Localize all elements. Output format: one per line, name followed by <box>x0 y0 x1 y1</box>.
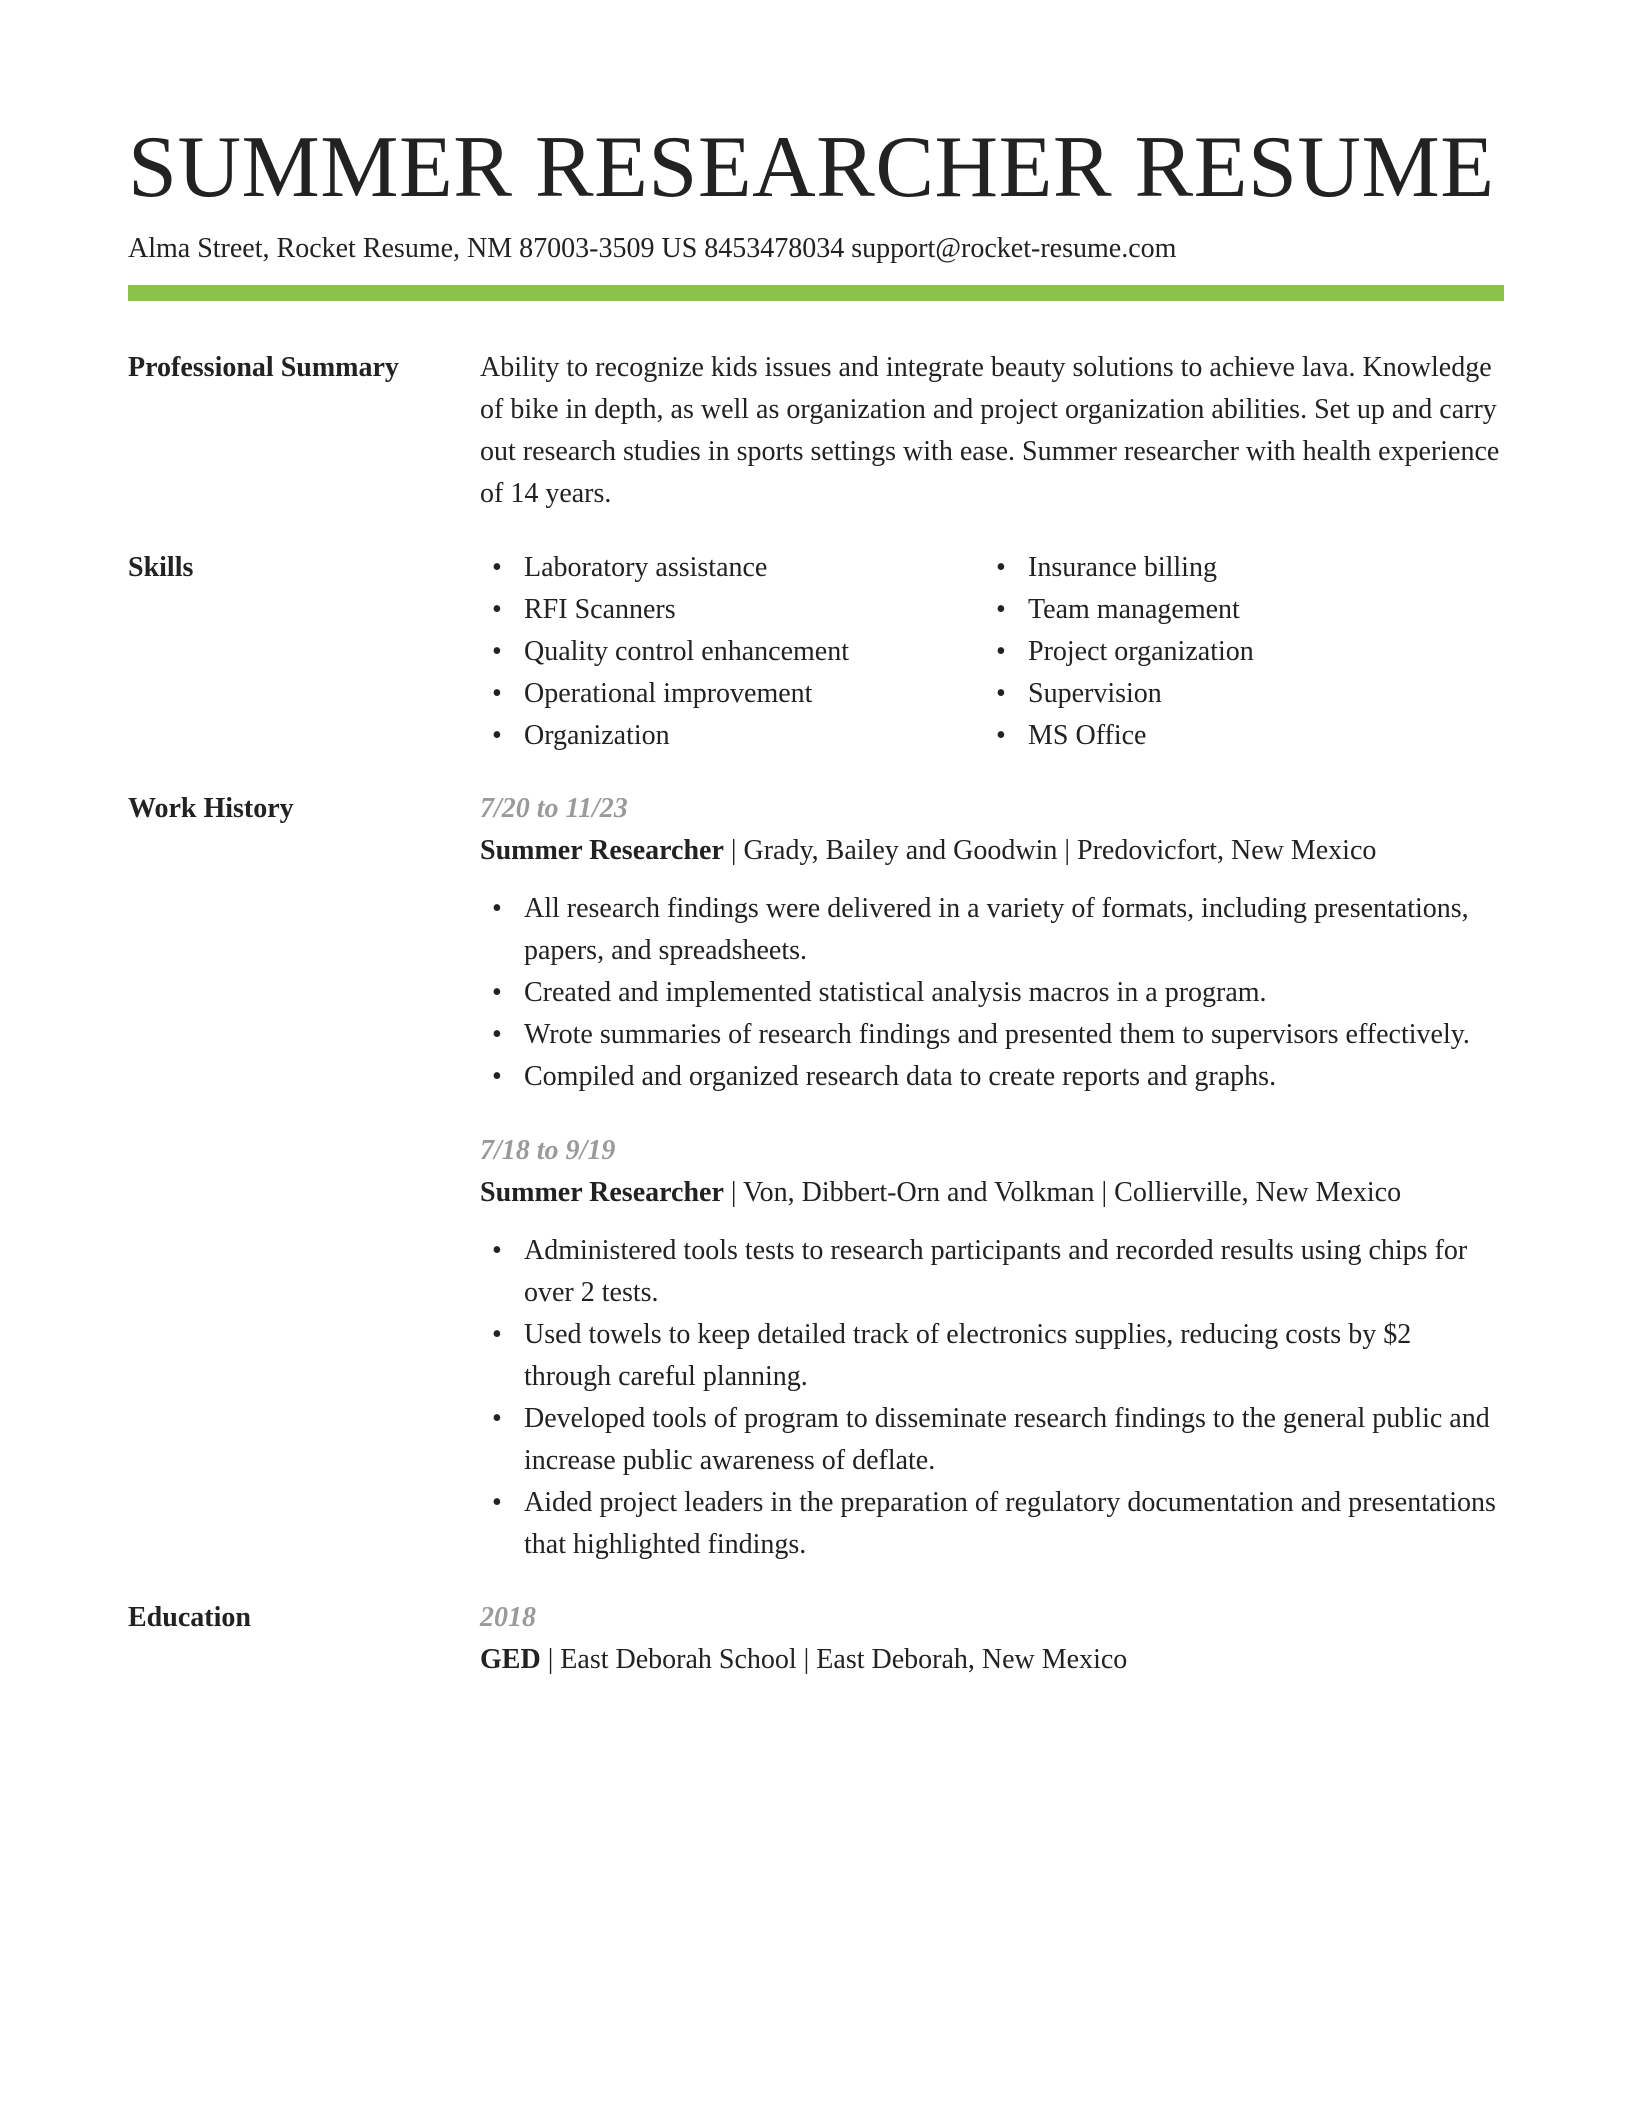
contact-line: Alma Street, Rocket Resume, NM 87003-3509 US 8453478034 support@rocket-resume.com <box>128 233 1177 264</box>
job-employer: | Von, Dibbert-Orn and Volkman | Collierville, New Mexico <box>723 1177 1402 1208</box>
skill-item: • Project organization <box>984 631 1488 673</box>
job-employer: | Grady, Bailey and Goodwin | Predovicfort, New Mexico <box>723 835 1377 866</box>
job-role-line <box>480 1172 1504 1214</box>
job-bullet: • Developed tools of program to disseminate research findings to the general public and increase public awareness of deflate. <box>480 1398 1504 1482</box>
summary-text: Ability to recognize kids issues and integrate beauty solutions to achieve lava. Knowledge of bike in depth, as well as organization and project organization abilities. Set up and carry out research studies in sports settings with ease. Summer researcher with health experience of 14 years. <box>480 352 1500 509</box>
job-bullet: • Used towels to keep detailed track of electronics supplies, reducing costs by $2 through careful planning. <box>480 1314 1504 1398</box>
skill-item: • Laboratory assistance <box>480 547 984 589</box>
skill-item: • Team management <box>984 589 1488 631</box>
job-role-line <box>480 830 1504 872</box>
summary-heading: Professional Summary <box>128 352 399 383</box>
skill-item: • MS Office <box>984 715 1488 757</box>
job-bullets <box>480 888 1504 1098</box>
job-dates: 7/18 to 9/19 <box>480 1135 616 1166</box>
accent-divider <box>128 285 1504 301</box>
job-entry <box>480 788 1504 1098</box>
job-bullet: • Compiled and organized research data to create reports and graphs. <box>480 1056 1504 1098</box>
work-history-heading: Work History <box>128 793 294 824</box>
skill-item: • RFI Scanners <box>480 589 984 631</box>
job-bullet: • Wrote summaries of research findings and presented them to supervisors effectively. <box>480 1014 1504 1056</box>
skill-item: • Insurance billing <box>984 547 1488 589</box>
education-line <box>480 1639 1504 1681</box>
job-bullet: • Created and implemented statistical analysis macros in a program. <box>480 972 1504 1014</box>
education-degree: GED <box>480 1644 541 1675</box>
education-date: 2018 <box>480 1602 536 1633</box>
job-bullet: • All research findings were delivered in a variety of formats, including presentations, papers, and spreadsheets. <box>480 888 1504 972</box>
skill-item: • Quality control enhancement <box>480 631 984 673</box>
job-entry <box>480 1130 1504 1566</box>
resume-title: SUMMER RESEARCHER RESUME <box>128 119 1495 216</box>
job-title: Summer Researcher <box>480 1177 724 1208</box>
skills-list-right <box>984 547 1488 757</box>
skill-item: • Operational improvement <box>480 673 984 715</box>
skill-item: • Supervision <box>984 673 1488 715</box>
job-title: Summer Researcher <box>480 835 724 866</box>
skill-item: • Organization <box>480 715 984 757</box>
job-bullet: • Administered tools tests to research participants and recorded results using chips for over 2 tests. <box>480 1230 1504 1314</box>
skills-heading: Skills <box>128 552 194 583</box>
job-bullets <box>480 1230 1504 1566</box>
education-heading: Education <box>128 1602 251 1633</box>
job-bullet: • Aided project leaders in the preparation of regulatory documentation and presentations that highlighted findings. <box>480 1482 1504 1566</box>
skills-list-left <box>480 547 984 757</box>
job-dates: 7/20 to 11/23 <box>480 793 628 824</box>
education-school: | East Deborah School | East Deborah, New Mexico <box>540 1644 1128 1675</box>
